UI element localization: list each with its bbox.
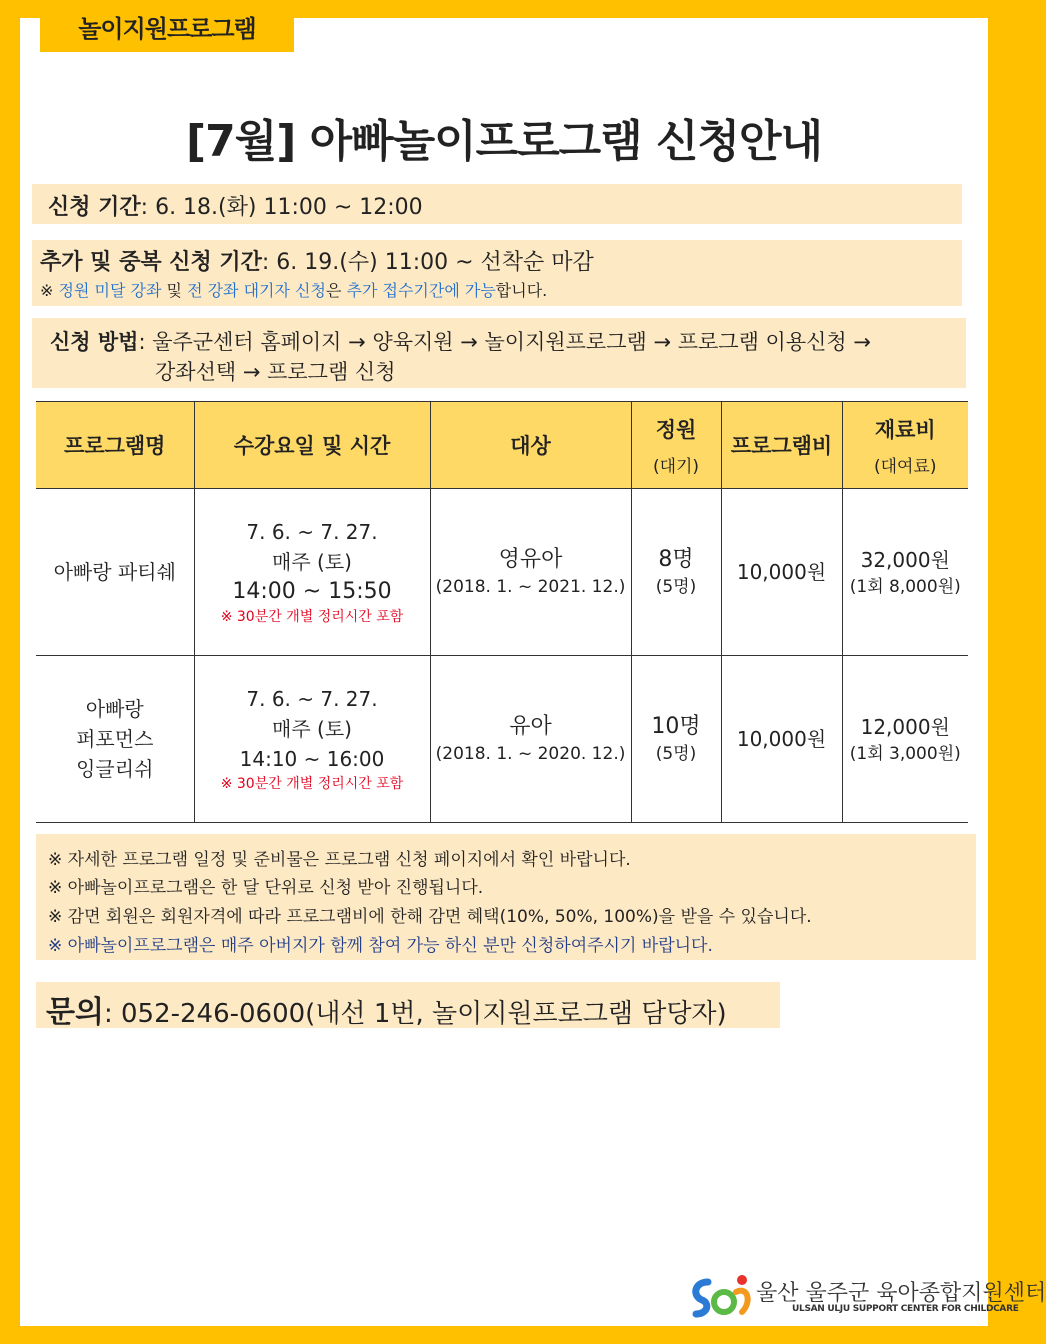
header-capacity: [631, 402, 721, 489]
header-material: [842, 402, 968, 489]
program-capacity: [631, 489, 721, 656]
program-schedule: [194, 489, 430, 656]
extra-period-label: 추가 및 중복 신청 기간: [40, 250, 262, 275]
schedule-time: 14:10 ~ 16:00: [239, 747, 385, 771]
material-value: 12,000원: [860, 715, 950, 739]
table-row: [36, 656, 968, 823]
contact-value: : 052-246-0600(내선 1번, 놀이지원프로그램 담당자): [103, 999, 727, 1029]
method-line-1: [50, 326, 871, 356]
schedule-dates: 7. 6. ~ 7. 27.: [246, 520, 378, 544]
material-sub: (1회 3,000원): [849, 744, 961, 764]
note-highlight-2: 전 강좌 대기자 신청: [187, 281, 326, 300]
header-capacity-sub: (대기): [652, 456, 700, 477]
target-label: 유아: [509, 714, 552, 739]
logo-name-english: ULSAN ULJU SUPPORT CENTER FOR CHILDCARE: [792, 1304, 1019, 1314]
note-text-3: 합니다.: [495, 281, 548, 300]
program-name-line: 퍼포먼스: [76, 727, 154, 751]
program-target: [430, 489, 631, 656]
apply-period-value: : 6. 18.(화) 11:00 ~ 12:00: [140, 195, 423, 220]
waitlist-value: (5명): [655, 744, 697, 764]
contact-label: 문의: [46, 995, 104, 1030]
schedule-note: ※ 30분간 개별 정리시간 포함: [220, 776, 404, 792]
program-capacity: [631, 656, 721, 823]
table-row: [36, 489, 968, 656]
program-name-line: 아빠랑: [85, 697, 144, 721]
note-highlight-3: 추가 접수기간에 가능: [346, 281, 496, 300]
program-fee: 10,000원: [721, 489, 842, 656]
header-material-sub: (대여료): [873, 456, 937, 477]
category-tag: 놀이지원프로그램: [40, 0, 294, 52]
header-name: 프로그램명: [36, 402, 194, 489]
apply-period: [48, 190, 423, 221]
note-line: ※ 감면 회원은 회원자격에 따라 프로그램비에 한해 감면 혜택(10%, 50%, 100%)을 받을 수 있습니다.: [48, 907, 812, 927]
program-schedule: [194, 656, 430, 823]
material-value: 32,000원: [860, 548, 950, 572]
method-line-2: 강좌선택 → 프로그램 신청: [155, 360, 396, 384]
capacity-value: 8명: [658, 547, 694, 572]
program-target: [430, 656, 631, 823]
page-title: [7월] 아빠놀이프로그램 신청안내: [185, 116, 823, 167]
material-sub: (1회 8,000원): [849, 577, 961, 597]
extra-period: [40, 245, 594, 276]
schedule-time: 14:00 ~ 15:50: [232, 579, 392, 604]
header-material-label: 재료비: [874, 417, 936, 442]
target-label: 영유아: [498, 547, 563, 572]
waitlist-value: (5명): [655, 577, 697, 597]
contact-info: [46, 987, 727, 1031]
schedule-dates: 7. 6. ~ 7. 27.: [246, 687, 378, 711]
schedule-note: ※ 30분간 개별 정리시간 포함: [220, 609, 404, 625]
header-fee: 프로그램비: [721, 402, 842, 489]
note-line: ※ 자세한 프로그램 일정 및 준비물은 프로그램 신청 페이지에서 확인 바랍니다.: [48, 850, 631, 870]
program-table: [36, 401, 968, 823]
method-steps-1: : 울주군센터 홈페이지 → 양육지원 → 놀이지원프로그램 → 프로그램 이용신청 →: [138, 330, 871, 354]
schedule-day: 매주 (토): [272, 717, 352, 741]
target-range: (2018. 1. ~ 2020. 12.): [435, 744, 626, 764]
header-capacity-label: 정원: [655, 417, 697, 442]
schedule-day: 매주 (토): [272, 550, 352, 574]
apply-period-label: 신청 기간: [48, 195, 141, 220]
extra-period-value: : 6. 19.(수) 11:00 ~ 선착순 마감: [261, 250, 594, 275]
program-name: 아빠랑 파티쉐: [36, 489, 194, 656]
extra-period-note: [40, 278, 547, 301]
logo-name-korean: 울산 울주군 육아종합지원센터: [756, 1281, 1046, 1306]
note-line: ※ 아빠놀이프로그램은 한 달 단위로 신청 받아 진행됩니다.: [48, 878, 484, 898]
note-text-1: 및: [161, 281, 188, 300]
header-schedule: 수강요일 및 시간: [194, 402, 430, 489]
table-header-row: [36, 402, 968, 489]
note-highlight-1: 정원 미달 강좌: [58, 281, 162, 300]
capacity-value: 10명: [651, 714, 701, 739]
target-range: (2018. 1. ~ 2021. 12.): [435, 577, 626, 597]
note-line: ※ 아빠놀이프로그램은 매주 아버지가 함께 참여 가능 하신 분만 신청하여주시기 바랍니다.: [48, 936, 713, 956]
program-name-line: 잉글리쉬: [76, 757, 154, 781]
program-name: [36, 656, 194, 823]
note-text-2: 은: [325, 281, 347, 300]
program-material: [842, 656, 968, 823]
program-material: [842, 489, 968, 656]
method-label: 신청 방법: [50, 330, 139, 354]
note-mark: ※: [40, 281, 59, 300]
program-fee: 10,000원: [721, 656, 842, 823]
header-target: 대상: [430, 402, 631, 489]
